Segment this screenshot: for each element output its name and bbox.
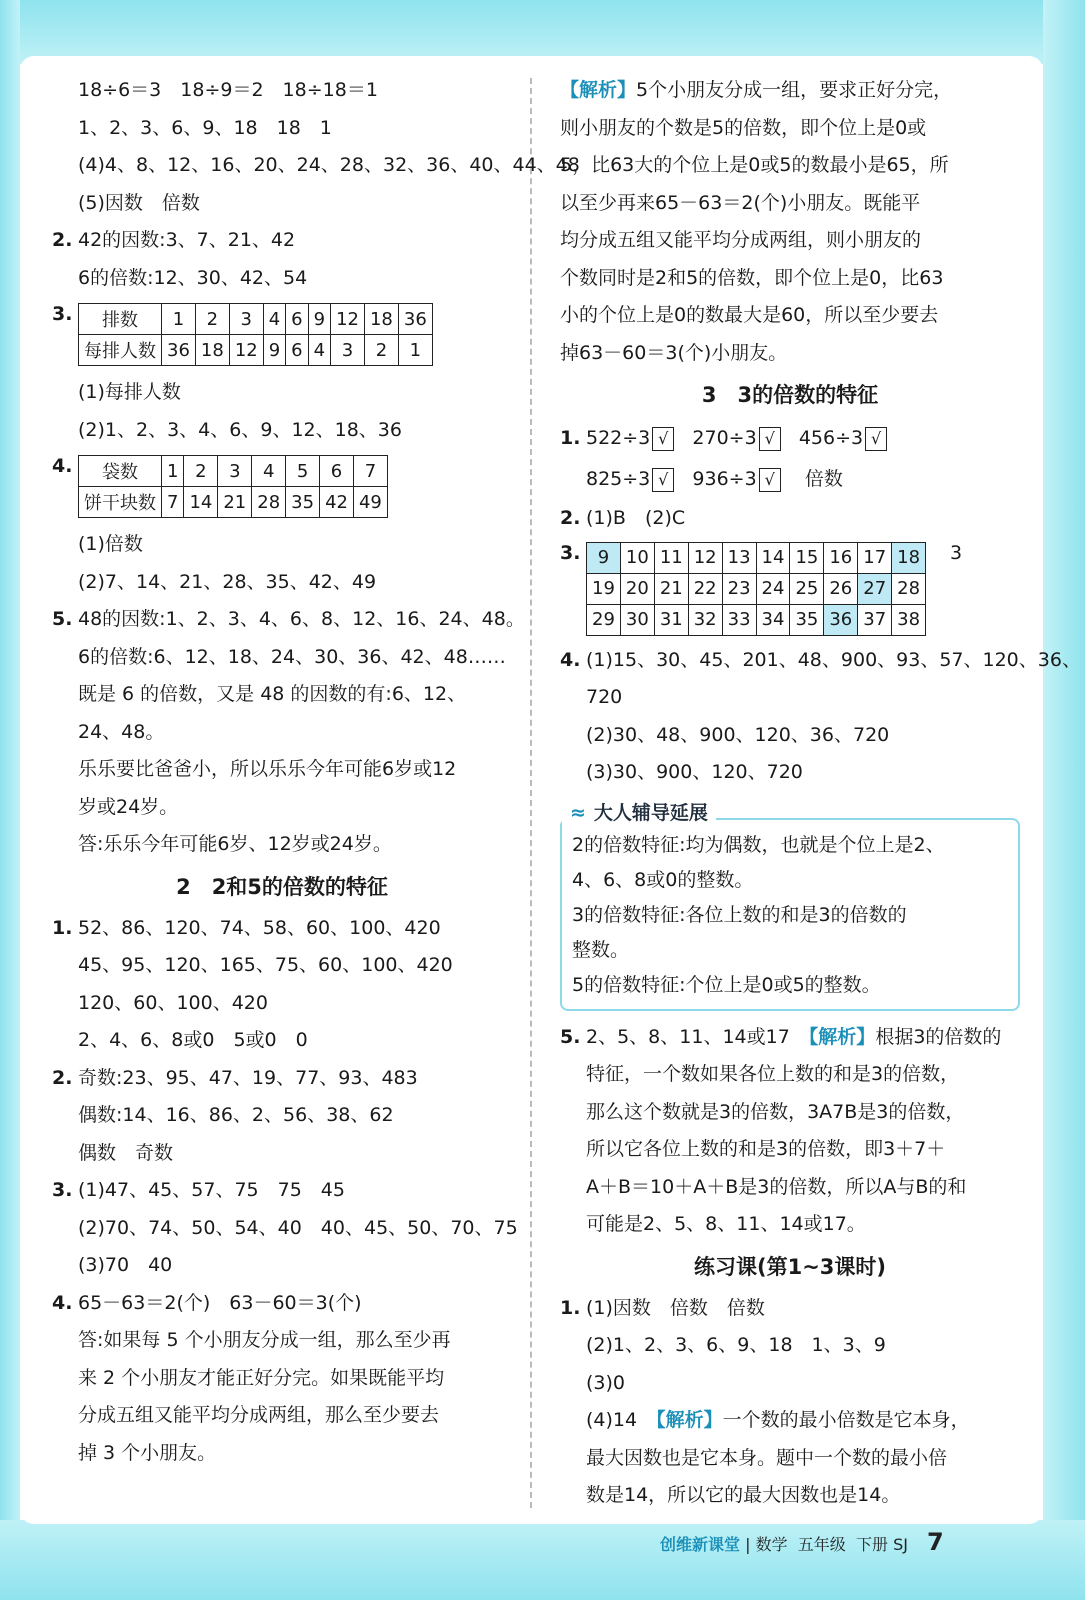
table-cell: 2 — [184, 456, 218, 487]
table-cell: 6 — [286, 304, 308, 335]
left-column — [52, 72, 580, 1472]
text-line: (2)7、14、21、28、35、42、49 — [78, 570, 377, 593]
text-line: 答:如果每 5 个小朋友分成一组，那么至少再 — [78, 1329, 451, 1351]
text-line: 那么这个数就是3的倍数，3A7B是3的倍数， — [586, 1100, 965, 1123]
text-line: 整数。 — [572, 938, 630, 961]
table-cell: 3 — [218, 456, 252, 487]
table-cell: 14 — [184, 487, 218, 518]
answer-text: (1)因数 倍数 倍数 — [586, 1296, 765, 1319]
table-cell: 14 — [756, 542, 790, 573]
question-number: 5. — [560, 1025, 581, 1048]
decorative-frame-right — [1043, 0, 1085, 1600]
table-header-cell: 每排人数 — [79, 335, 162, 366]
answer-text: 52、86、120、74、58、60、100、420 — [78, 916, 441, 939]
table-cell: 17 — [858, 542, 892, 573]
table-row — [79, 335, 433, 366]
number-grid — [586, 542, 926, 636]
text-line: 来 2 个小朋友才能正好分完。如果既能平均 — [78, 1366, 445, 1389]
text-line: 掉 3 个小朋友。 — [78, 1441, 217, 1464]
check-box: √ — [759, 468, 781, 492]
table-cell: 7 — [162, 487, 184, 518]
table-header-cell: 袋数 — [79, 456, 162, 487]
right-column — [560, 72, 1081, 1515]
extension-title-text: 大人辅导延展 — [593, 801, 708, 824]
decorative-frame-top — [0, 0, 1085, 64]
footer-term: 下册 — [855, 1535, 888, 1554]
table-cell: 9 — [263, 335, 285, 366]
table-cell: 1 — [162, 456, 184, 487]
table-cell: 42 — [320, 487, 354, 518]
footer-sep: | — [745, 1535, 751, 1554]
table-cell: 6 — [286, 335, 308, 366]
table-cell: 2 — [364, 335, 398, 366]
text-line: 5，比63大的个位上是0或5的数最小是65，所 — [560, 154, 949, 176]
question-2 — [52, 222, 512, 260]
table-cell: 35 — [790, 604, 824, 635]
table-cell: 21 — [218, 487, 252, 518]
question-number: 4. — [52, 1291, 73, 1314]
text-line: 个数同时是2和5的倍数，即个位上是0，比63 — [560, 266, 944, 289]
text-line: (2)1、2、3、4、6、9、12、18、36 — [78, 418, 402, 441]
table-cell: 23 — [722, 573, 756, 604]
table-cell: 33 — [722, 604, 756, 635]
text-line: 6的倍数:12、30、42、54 — [78, 266, 308, 289]
waves-icon: ≈ — [570, 801, 586, 824]
check-box: √ — [865, 427, 887, 451]
table-cell: 38 — [892, 604, 926, 635]
text-line: (1)每排人数 — [78, 381, 181, 403]
analysis-line — [560, 72, 1020, 110]
text-line: (3)30、900、120、720 — [586, 761, 803, 783]
text-line: 掉63－60＝3(个)小朋友。 — [560, 341, 788, 364]
text-line: 数是14，所以它的最大因数也是14。 — [586, 1484, 901, 1506]
table-cell: 3 — [331, 335, 365, 366]
question-5 — [560, 1019, 1020, 1057]
footer-edition: SJ — [893, 1535, 908, 1554]
decorative-frame-left — [0, 0, 20, 1600]
text-line: (2)70、74、50、54、40 40、45、50、70、75 — [78, 1216, 518, 1239]
analysis-tag: 【解析】 — [560, 79, 637, 101]
table-cell: 35 — [286, 487, 320, 518]
table-cell: 4 — [308, 335, 330, 366]
table-cell: 12 — [229, 335, 263, 366]
footer-brand: 创维新课堂 — [660, 1535, 741, 1554]
question-4 — [52, 1285, 512, 1323]
text-line: 分成五组又能平均分成两组，那么至少要去 — [78, 1404, 440, 1426]
table-cell: 25 — [790, 573, 824, 604]
table-cell: 11 — [654, 542, 688, 573]
answer-text: 42的因数:3、7、21、42 — [78, 229, 296, 251]
table-cell: 49 — [353, 487, 387, 518]
table-cell: 37 — [858, 604, 892, 635]
text-line: 偶数:14、16、86、2、56、38、62 — [78, 1104, 394, 1126]
text-line: 偶数 奇数 — [78, 1141, 174, 1164]
question-3 — [52, 1172, 512, 1210]
table-cell: 4 — [252, 456, 286, 487]
table-cell: 9 — [587, 542, 621, 573]
question-number: 2. — [560, 507, 581, 529]
question-number: 1. — [560, 1296, 581, 1319]
page-number: 7 — [927, 1528, 944, 1556]
table-cell: 31 — [654, 604, 688, 635]
table-cell: 16 — [824, 542, 858, 573]
question-4 — [52, 455, 512, 518]
question-number: 3. — [52, 303, 73, 325]
table-cell: 36 — [824, 604, 858, 635]
text-line — [560, 459, 1020, 500]
seating-table — [78, 303, 433, 366]
extension-title — [562, 798, 716, 828]
table-cell: 28 — [252, 487, 286, 518]
table-cell: 6 — [320, 456, 354, 487]
table-cell: 9 — [308, 304, 330, 335]
division-expression: 936÷3 — [692, 468, 757, 490]
division-expression: 270÷3 — [692, 427, 757, 449]
table-cell: 18 — [195, 335, 229, 366]
text-line: 最大因数也是它本身。题中一个数的最小倍 — [586, 1446, 948, 1469]
text-line: 可能是2、5、8、11、14或17。 — [586, 1213, 866, 1235]
table-cell: 1 — [398, 335, 432, 366]
table-cell: 1 — [162, 304, 196, 335]
table-cell: 5 — [286, 456, 320, 487]
question-1 — [560, 418, 1020, 459]
text-line: 3的倍数特征:各位上数的和是3的倍数的 — [572, 903, 907, 926]
table-row — [79, 487, 388, 518]
division-expression: 456÷3 — [798, 427, 864, 449]
table-cell: 7 — [353, 456, 387, 487]
table-cell: 20 — [620, 573, 654, 604]
text-line — [560, 1402, 1020, 1440]
text-line: 岁或24岁。 — [78, 795, 179, 818]
question-2 — [560, 500, 1020, 538]
grid-side-note: 3 — [950, 541, 963, 564]
answer-text: 倍数 — [804, 468, 843, 490]
table-header-cell: 饼干块数 — [79, 487, 162, 518]
table-cell: 3 — [229, 304, 263, 335]
check-box: √ — [652, 427, 674, 451]
table-row — [587, 542, 926, 573]
text-line: (3)70 40 — [78, 1254, 173, 1276]
table-row — [587, 604, 926, 635]
text-line: A＋B＝10＋A＋B是3的倍数，所以A与B的和 — [586, 1175, 967, 1198]
question-number: 2. — [52, 1066, 73, 1089]
table-cell: 24 — [756, 573, 790, 604]
text-line: 720 — [586, 686, 623, 708]
answer-text: 65－63＝2(个) 63－60＝3(个) — [78, 1291, 362, 1314]
text-line: 则小朋友的个数是5的倍数，即个位上是0或 — [560, 116, 927, 139]
text-line: 所以它各位上数的和是3的倍数，即3＋7＋ — [586, 1138, 946, 1160]
footer-subject: 数学 — [755, 1535, 788, 1554]
table-cell: 29 — [587, 604, 621, 635]
answer-text: (1)47、45、57、75 75 45 — [78, 1179, 345, 1201]
question-number: 2. — [52, 229, 73, 251]
column-divider — [530, 78, 532, 1508]
table-cell: 13 — [722, 542, 756, 573]
table-cell: 36 — [398, 304, 432, 335]
table-row — [79, 304, 433, 335]
question-number: 4. — [52, 455, 73, 477]
answer-text: (1)B (2)C — [586, 507, 686, 529]
text-line: 2的倍数特征:均为偶数，也就是个位上是2、 — [572, 833, 945, 856]
question-3 — [560, 542, 1020, 636]
text-line: 答:乐乐今年可能6岁、12岁或24岁。 — [78, 833, 392, 855]
table-cell: 32 — [688, 604, 722, 635]
question-4 — [560, 642, 1081, 680]
table-cell: 18 — [892, 542, 926, 573]
table-row — [79, 456, 388, 487]
table-cell: 15 — [790, 542, 824, 573]
answer-text: (1)15、30、45、201、48、900、93、57、120、36、 — [586, 648, 1081, 671]
page-footer — [660, 1528, 944, 1556]
table-cell: 18 — [364, 304, 398, 335]
text-line: 45、95、120、165、75、60、100、420 — [78, 954, 453, 976]
question-1 — [52, 910, 512, 948]
answer-text: (4)14 — [586, 1409, 657, 1431]
table-cell: 2 — [195, 304, 229, 335]
division-expression: 522÷3 — [586, 427, 651, 449]
text-line: 2、4、6、8或0 5或0 0 — [78, 1029, 308, 1051]
analysis-text: 一个数的最小倍数是它本身， — [722, 1409, 970, 1431]
table-cell: 12 — [331, 304, 365, 335]
table-header-cell: 排数 — [79, 304, 162, 335]
text-line: (2)1、2、3、6、9、18 1、3、9 — [586, 1334, 886, 1356]
section-title: 3 3的倍数的特征 — [701, 383, 879, 407]
text-line: 6的倍数:6、12、18、24、30、36、42、48…… — [78, 645, 506, 668]
check-box: √ — [759, 427, 781, 451]
text-line: 120、60、100、420 — [78, 991, 268, 1014]
answer-text: 2、5、8、11、14或17 — [586, 1025, 809, 1048]
analysis-tag: 【解析】 — [808, 1025, 876, 1048]
section-title: 2 2和5的倍数的特征 — [176, 874, 388, 899]
text-line: (1)倍数 — [78, 533, 143, 555]
answer-text: 奇数:23、95、47、19、77、93、483 — [78, 1066, 418, 1089]
text-line: (4)4、8、12、16、20、24、28、32、36、40、44、48 — [78, 154, 580, 176]
question-number: 3. — [560, 541, 581, 564]
question-number: 4. — [560, 648, 581, 671]
table-cell: 21 — [654, 573, 688, 604]
table-cell: 28 — [892, 573, 926, 604]
table-cell: 4 — [263, 304, 285, 335]
question-number: 3. — [52, 1179, 73, 1201]
question-number: 1. — [52, 916, 73, 939]
text-line: 24、48。 — [78, 720, 165, 743]
text-line: 小的个位上是0的数最大是60，所以至少要去 — [560, 304, 939, 326]
analysis-tag: 【解析】 — [656, 1409, 723, 1431]
text-line: 特征，一个数如果各位上数的和是3的倍数， — [586, 1063, 960, 1085]
text-line: 乐乐要比爸爸小，所以乐乐今年可能6岁或12 — [78, 758, 457, 780]
question-3 — [52, 303, 512, 366]
analysis-text: 5个小朋友分成一组，要求正好分完， — [636, 79, 953, 101]
question-5 — [52, 601, 525, 639]
extension-box — [560, 801, 1020, 1011]
text-line: 均分成五组又能平均分成两组，则小朋友的 — [560, 229, 922, 251]
text-line: 既是 6 的倍数，又是 48 的因数的有:6、12、 — [78, 683, 467, 705]
question-2 — [52, 1060, 512, 1098]
analysis-text: 根据3的倍数的 — [875, 1025, 1002, 1048]
text-line: 4、6、8或0的整数。 — [572, 868, 754, 891]
footer-grade: 五年级 — [797, 1535, 846, 1554]
text-line: (3)0 — [586, 1371, 626, 1394]
section-title: 练习课(第1~3课时) — [693, 1254, 886, 1279]
answer-text: 48的因数:1、2、3、4、6、8、12、16、24、48。 — [78, 608, 525, 630]
table-cell: 27 — [858, 573, 892, 604]
table-cell: 22 — [688, 573, 722, 604]
table-cell: 12 — [688, 542, 722, 573]
text-line: (5)因数 倍数 — [78, 191, 200, 214]
question-number: 5. — [52, 608, 73, 630]
table-row — [587, 573, 926, 604]
text-line: 1、2、3、6、9、18 18 1 — [78, 116, 332, 139]
text-line: (2)30、48、900、120、36、720 — [586, 723, 890, 746]
check-box: √ — [652, 468, 674, 492]
text-line: 以至少再来65－63＝2(个)小朋友。既能平 — [560, 191, 921, 214]
table-cell: 10 — [620, 542, 654, 573]
text-line: 5的倍数特征:个位上是0或5的整数。 — [572, 973, 881, 996]
table-cell: 19 — [587, 573, 621, 604]
table-cell: 26 — [824, 573, 858, 604]
division-expression: 825÷3 — [586, 468, 651, 490]
text-line: 18÷6＝3 18÷9＝2 18÷18＝1 — [78, 79, 378, 101]
question-1 — [560, 1290, 1020, 1328]
biscuit-table — [78, 455, 388, 518]
table-cell: 30 — [620, 604, 654, 635]
question-number: 1. — [560, 427, 581, 449]
table-cell: 36 — [162, 335, 196, 366]
table-cell: 34 — [756, 604, 790, 635]
